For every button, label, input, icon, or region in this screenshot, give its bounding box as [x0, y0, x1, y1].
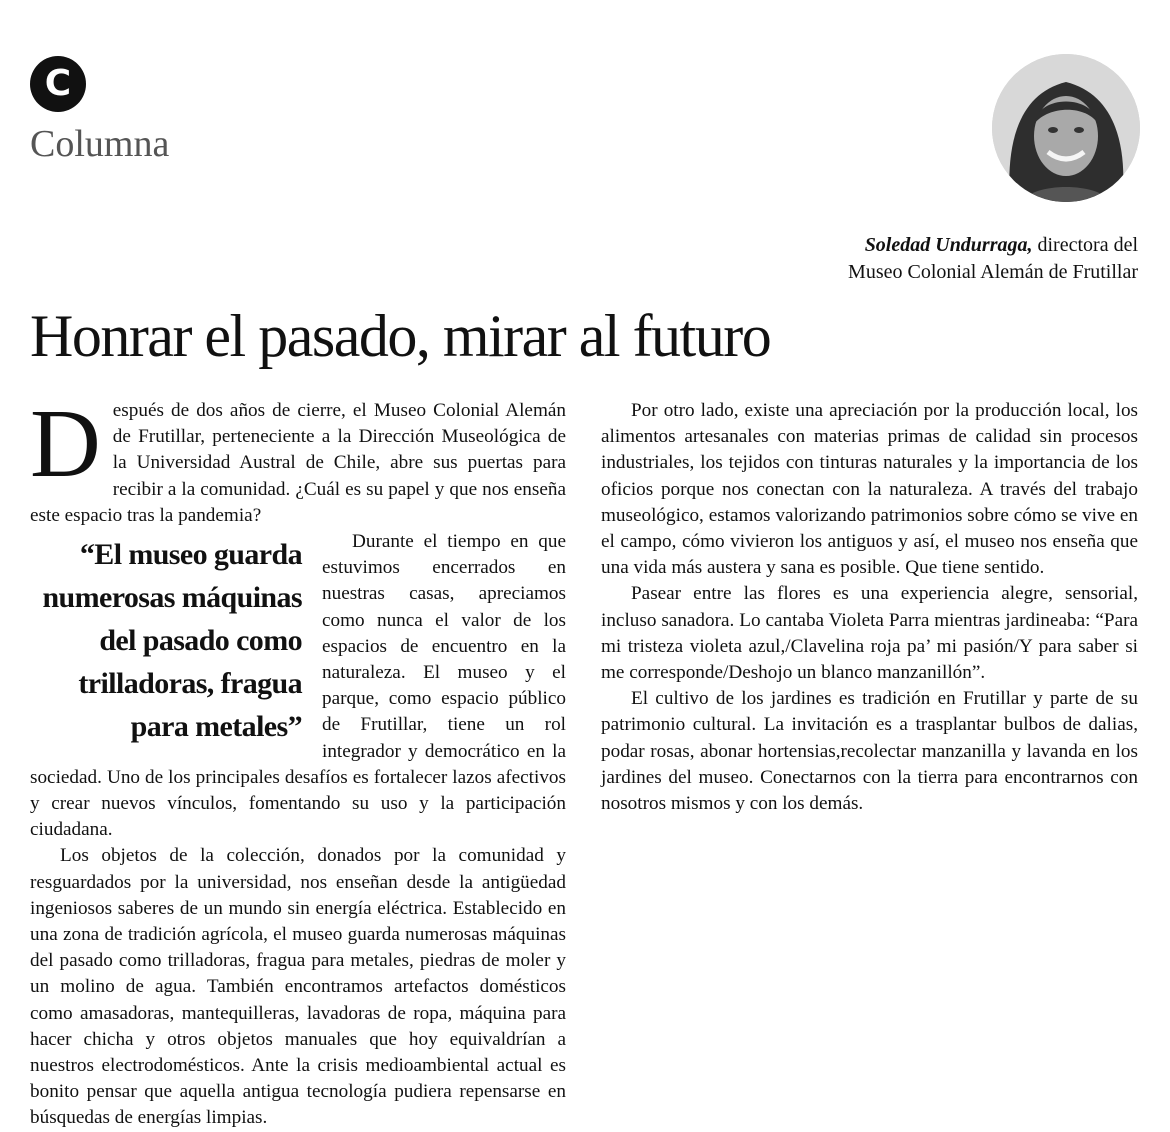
author-institution: Museo Colonial Alemán de Frutillar — [848, 261, 1138, 283]
pull-quote: “El museo guarda numerosas máquinas del pasado como trilladoras, fragua para metales” — [42, 538, 302, 744]
section-badge: C — [30, 56, 86, 112]
section-label: Columna — [30, 123, 170, 165]
author-photo — [992, 54, 1140, 202]
article-paragraph: Pasear entre las flores es una experiencia alegre, sensorial, incluso sanadora. Lo cantaba Violeta Parra mientras jardineaba: “Para mi tristeza violeta azul,/Clavelina roja pa’ mi pasión/Y para saber si me corresponde/Deshojo un blanco manzanillón”. — [601, 583, 1138, 684]
paragraph-text: espués de dos años de cierre, el Museo Colonial Alemán de Frutillar, perteneciente a la Dirección Museológica de la Universidad Austral de Chile, abre sus puertas para recibir a la comunidad. ¿Cuál es su papel y que nos enseña este espacio tras la pandemia? — [30, 400, 566, 526]
article-column-right — [601, 398, 1138, 817]
author-name: Soledad Undurraga, — [864, 234, 1033, 256]
article-paragraph: Por otro lado, existe una apreciación por la producción local, los alimentos artesanales con materias primas de calidad sin procesos industriales, los tejidos con tinturas naturales y la importancia de los oficios porque nos conectan con la naturaleza. A través del trabajo museológico, estamos valorizando patrimonios sobre cómo se vive en el campo, cómo vivieron los antiguos y así, el museo nos enseña que una vida más austera y sana es posible. Que tiene sentido. — [601, 400, 1138, 579]
drop-cap: D — [30, 390, 101, 498]
article-column-left — [30, 390, 566, 1132]
article-paragraph — [30, 390, 566, 529]
author-portrait-icon — [992, 54, 1140, 202]
article-paragraph: Los objetos de la colección, donados por la comunidad y resguardados por la universidad, nos enseñan desde la antigüedad ingeniosos saberes de un mundo sin energía eléctrica. Establecido en una zona de tradición agrícola, el museo guarda numerosas máquinas del pasado como trilladoras, fragua para metales, piedras de moler y un molino de agua. También encontramos artefactos domésticos como amasadoras, mantequilleras, lavadoras de ropa, máquina para hacer chicha y otros objetos manuales que hoy equivaldrían a nuestros electrodomésticos. Ante la crisis medioambiental actual es bonito pensar que aquella antigua tecnología pudiera repensarse en búsquedas de energías limpias. — [30, 845, 566, 1129]
article-paragraph: Durante el tiempo en que estuvimos encerrados en nuestras casas, apreciamos como nunca el valor de los espacios de encuentro en la naturaleza. El museo y el parque, como espacio público de Frutillar, tiene un rol integrador y democrático en la sociedad. Uno de los principales desafíos es fortalecer lazos afectivos y crear nuevos vínculos, fomentando su uso y la participación ciudadana. — [30, 531, 566, 841]
headline: Honrar el pasado, mirar al futuro — [30, 303, 771, 369]
author-byline — [848, 232, 1138, 286]
article-paragraph: El cultivo de los jardines es tradición en Frutillar y parte de su patrimonio cultural. La invitación es a trasplantar bulbos de dalias, podar rosas, abonar hortensias,recolectar manzanilla y lavanda en los jardines del museo. Conectarnos con la tierra para encontrarnos con nosotros mismos y con los demás. — [601, 688, 1138, 815]
author-role: directora del — [1032, 234, 1138, 256]
